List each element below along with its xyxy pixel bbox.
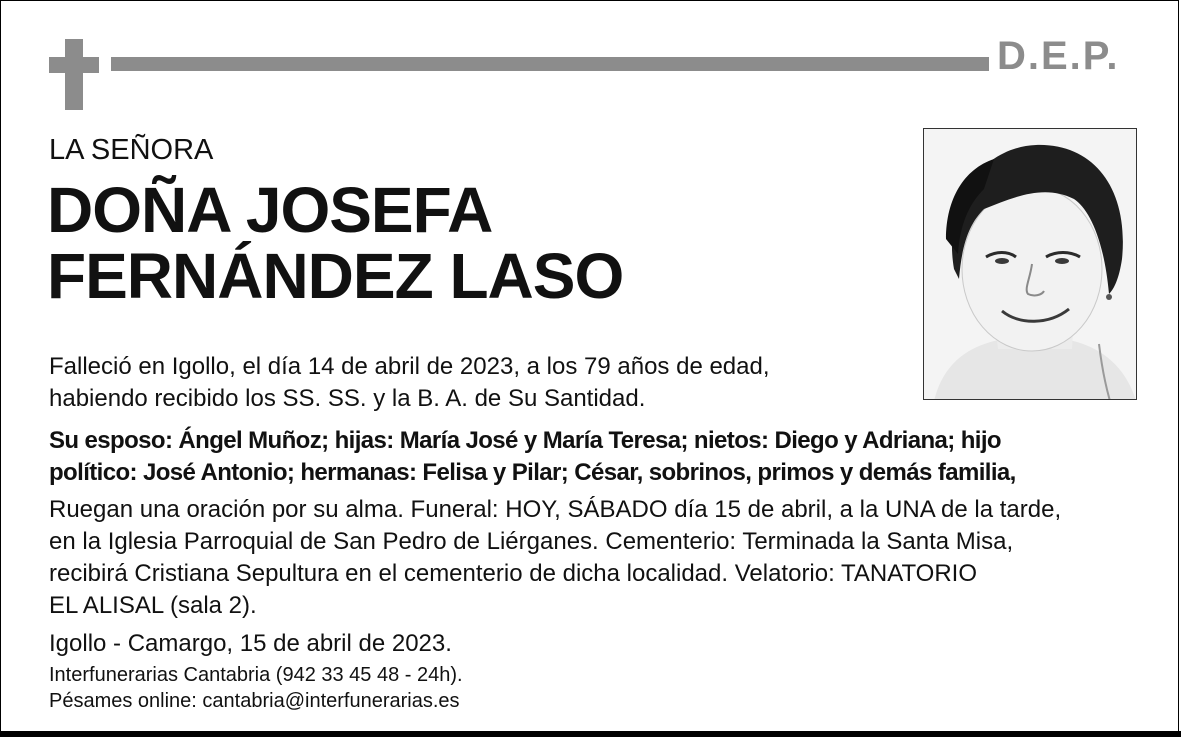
contact-info xyxy=(49,662,463,714)
name-line: FERNÁNDEZ LASO xyxy=(47,240,624,312)
portrait-photo xyxy=(923,128,1137,400)
funeral-line: EL ALISAL (sala 2). xyxy=(49,592,257,619)
portrait-image xyxy=(924,129,1137,400)
dep-label: D.E.P. xyxy=(997,34,1120,78)
cross-icon xyxy=(65,39,83,110)
family-line: Su esposo: Ángel Muñoz; hijas: María José y María Teresa; nietos: Diego y Adriana; hijo xyxy=(49,427,1001,454)
place-date: Igollo - Camargo, 15 de abril de 2023. xyxy=(49,630,452,657)
funeral-info xyxy=(49,494,1061,622)
funeral-line: en la Iglesia Parroquial de San Pedro de Liérganes. Cementerio: Terminada la Santa Misa, xyxy=(49,528,1014,555)
funeral-line: recibirá Cristiana Sepultura en el cementerio de dicha localidad. Velatorio: TANATORIO xyxy=(49,560,978,587)
title-prefix: LA SEÑORA xyxy=(49,134,214,166)
contact-email-line[interactable]: Pésames online: cantabria@interfunerarias.es xyxy=(49,690,460,712)
family-info xyxy=(49,425,1016,489)
name-line: DOÑA JOSEFA xyxy=(47,174,493,246)
death-line: Falleció en Igollo, el día 14 de abril de 2023, a los 79 años de edad, xyxy=(49,353,770,380)
bottom-border xyxy=(0,731,1181,737)
cross-icon-bar xyxy=(49,57,99,73)
funeral-line: Ruegan una oración por su alma. Funeral: HOY, SÁBADO día 15 de abril, a la UNA de la tarde, xyxy=(49,496,1062,523)
deceased-name xyxy=(47,174,624,312)
header-rule xyxy=(111,57,989,71)
contact-line: Interfunerarias Cantabria (942 33 45 48 - 24h). xyxy=(49,664,463,686)
death-line: habiendo recibido los SS. SS. y la B. A. de Su Santidad. xyxy=(49,385,646,412)
family-line: político: José Antonio; hermanas: Felisa y Pilar; César, sobrinos, primos y demás familia, xyxy=(49,459,1016,486)
death-info xyxy=(49,351,770,415)
